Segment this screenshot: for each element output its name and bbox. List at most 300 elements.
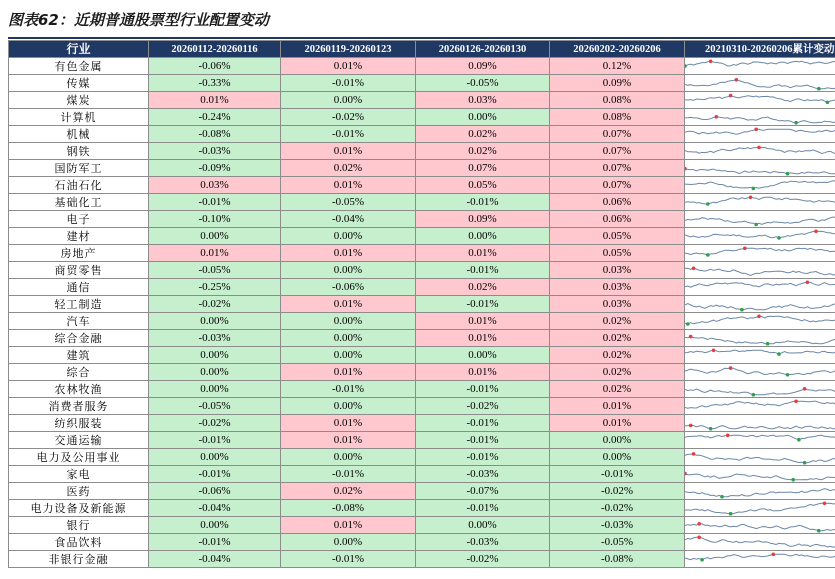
change-cell: -0.01% [416,194,550,211]
industry-name: 银行 [9,517,149,534]
table-header-row [9,41,835,58]
change-cell: 0.00% [416,109,550,126]
sparkline-path [685,231,835,238]
sparkline-low-marker [752,186,756,190]
industry-name: 石油石化 [9,177,149,194]
change-cell: 0.01% [281,364,416,381]
sparkline-svg [685,110,835,125]
change-cell: 0.03% [416,92,550,109]
change-cell: 0.01% [281,517,416,534]
industry-name: 电力及公用事业 [9,449,149,466]
table-row [9,58,835,75]
sparkline-low-marker [786,373,790,377]
sparkline-svg [685,212,835,227]
sparkline-high-marker [726,433,730,437]
change-cell: -0.01% [416,500,550,517]
industry-name: 非银行金融 [9,551,149,568]
table-row [9,92,835,109]
change-cell: -0.10% [149,211,281,228]
cumulative-sparkline [685,432,835,449]
change-cell: 0.01% [550,398,685,415]
change-cell: -0.04% [149,500,281,517]
change-cell: 0.02% [416,126,550,143]
change-cell: 0.00% [281,534,416,551]
change-cell: -0.01% [416,415,550,432]
figure-title: 图表62：近期普通股票型行业配置变动 [8,11,269,29]
industry-name: 建材 [9,228,149,245]
sparkline-low-marker [729,511,733,515]
sparkline-path [685,129,835,134]
sparkline-path [685,350,835,354]
table-row [9,330,835,347]
change-cell: 0.02% [281,160,416,177]
cumulative-sparkline [685,279,835,296]
change-cell: 0.03% [550,296,685,313]
change-cell: 0.00% [416,347,550,364]
change-cell: 0.01% [281,245,416,262]
cumulative-sparkline [685,449,835,466]
cumulative-sparkline [685,381,835,398]
cumulative-sparkline [685,211,835,228]
industry-name: 煤炭 [9,92,149,109]
table-row [9,296,835,313]
change-cell: 0.01% [149,92,281,109]
cumulative-sparkline [685,75,835,92]
change-cell: -0.07% [416,483,550,500]
sparkline-high-marker [685,471,687,475]
sparkline-svg [685,552,835,567]
sparkline-path [685,302,835,309]
change-cell: 0.07% [550,126,685,143]
change-cell: 0.00% [281,262,416,279]
sparkline-svg [685,535,835,550]
change-cell: -0.03% [550,517,685,534]
sparkline-path [685,388,835,394]
cumulative-sparkline [685,364,835,381]
sparkline-low-marker [777,236,781,240]
cumulative-sparkline [685,398,835,415]
sparkline-path [685,537,835,547]
change-cell: -0.01% [416,432,550,449]
cumulative-sparkline [685,347,835,364]
industry-name: 计算机 [9,109,149,126]
change-cell: -0.05% [416,75,550,92]
industry-name: 国防军工 [9,160,149,177]
sparkline-path [685,473,835,479]
cumulative-sparkline [685,245,835,262]
industry-name: 有色金属 [9,58,149,75]
change-cell: -0.05% [149,398,281,415]
sparkline-high-marker [754,127,758,131]
change-cell: -0.25% [149,279,281,296]
industry-name: 钢铁 [9,143,149,160]
change-cell: -0.24% [149,109,281,126]
change-cell: 0.00% [281,330,416,347]
sparkline-low-marker [766,341,770,345]
table-row [9,262,835,279]
industry-name: 汽车 [9,313,149,330]
sparkline-low-marker [791,477,795,481]
change-cell: 0.02% [550,313,685,330]
sparkline-path [685,503,835,513]
sparkline-svg [685,59,835,74]
change-cell: -0.06% [149,58,281,75]
sparkline-svg [685,127,835,142]
cumulative-sparkline [685,126,835,143]
change-cell: -0.08% [281,500,416,517]
change-cell: -0.01% [416,262,550,279]
sparkline-low-marker [786,171,790,175]
sparkline-high-marker [715,115,719,119]
change-cell: 0.08% [550,109,685,126]
sparkline-high-marker [729,93,733,97]
header-cumulative: 20210310-20260206累计变动 [685,41,835,58]
change-cell: 0.02% [550,347,685,364]
table-row [9,381,835,398]
change-cell: 0.00% [149,381,281,398]
change-cell: 0.00% [281,228,416,245]
industry-name: 商贸零售 [9,262,149,279]
change-cell: 0.05% [416,177,550,194]
sparkline-path [685,214,835,224]
change-cell: -0.05% [149,262,281,279]
change-cell: 0.07% [416,160,550,177]
change-cell: 0.00% [149,228,281,245]
sparkline-low-marker [817,528,821,532]
sparkline-path [685,368,835,375]
sparkline-low-marker [817,86,821,90]
cumulative-sparkline [685,483,835,500]
change-cell: 0.12% [550,58,685,75]
sparkline-high-marker [689,423,693,427]
industry-name: 综合金融 [9,330,149,347]
sparkline-high-marker [757,314,761,318]
sparkline-svg [685,195,835,210]
sparkline-high-marker [814,229,818,233]
change-cell: -0.01% [149,534,281,551]
cumulative-sparkline [685,228,835,245]
change-cell: 0.03% [550,262,685,279]
change-cell: -0.04% [149,551,281,568]
sparkline-high-marker [712,348,716,352]
table-row [9,449,835,466]
cumulative-sparkline [685,143,835,160]
change-cell: 0.01% [550,415,685,432]
change-cell: -0.01% [281,466,416,483]
change-cell: 0.00% [281,449,416,466]
sparkline-svg [685,348,835,363]
header-week-2: 20260119-20260123 [281,41,416,58]
table-row [9,228,835,245]
sparkline-high-marker [697,522,701,526]
sparkline-path [685,95,835,102]
industry-name: 消费者服务 [9,398,149,415]
industry-name: 电子 [9,211,149,228]
change-cell: 0.02% [550,381,685,398]
change-cell: 0.02% [550,364,685,381]
sparkline-high-marker [823,501,827,505]
sparkline-path [685,79,835,88]
change-cell: -0.08% [149,126,281,143]
sparkline-path [685,425,835,428]
sparkline-high-marker [689,334,693,338]
sparkline-high-marker [709,59,713,63]
sparkline-path [685,180,835,188]
cumulative-sparkline [685,415,835,432]
change-cell: 0.01% [281,432,416,449]
table-row [9,466,835,483]
change-cell: 0.00% [149,313,281,330]
sparkline-low-marker [794,120,798,124]
sparkline-svg [685,76,835,91]
sparkline-svg [685,433,835,448]
change-cell: -0.01% [281,381,416,398]
sparkline-low-marker [706,253,710,257]
change-cell: 0.00% [149,347,281,364]
change-cell: 0.01% [281,296,416,313]
sparkline-svg [685,314,835,329]
sparkline-low-marker [720,494,724,498]
sparkline-path [685,282,835,289]
sparkline-svg [685,501,835,516]
cumulative-sparkline [685,109,835,126]
sparkline-path [685,168,835,173]
header-week-4: 20260202-20260206 [550,41,685,58]
sparkline-svg [685,416,835,431]
change-cell: 0.00% [149,517,281,534]
change-cell: 0.03% [149,177,281,194]
change-cell: -0.01% [149,466,281,483]
sparkline-low-marker [686,322,690,326]
sparkline-svg [685,399,835,414]
sparkline-low-marker [777,352,781,356]
change-cell: 0.00% [149,364,281,381]
change-cell: -0.33% [149,75,281,92]
change-cell: 0.00% [281,398,416,415]
change-cell: -0.01% [281,126,416,143]
table-row [9,177,835,194]
change-cell: 0.00% [281,347,416,364]
sparkline-svg [685,297,835,312]
change-cell: -0.02% [416,398,550,415]
change-cell: -0.05% [281,194,416,211]
change-cell: -0.02% [149,415,281,432]
industry-name: 基础化工 [9,194,149,211]
change-cell: -0.02% [281,109,416,126]
sparkline-path [685,554,835,560]
change-cell: -0.05% [550,534,685,551]
table-row [9,432,835,449]
sparkline-low-marker [754,222,758,226]
industry-name: 医药 [9,483,149,500]
table-row [9,347,835,364]
change-cell: 0.00% [281,313,416,330]
sparkline-low-marker [700,558,704,562]
change-cell: 0.09% [416,211,550,228]
change-cell: -0.01% [550,466,685,483]
sparkline-svg [685,467,835,482]
sparkline-low-marker [826,100,830,104]
industry-name: 机械 [9,126,149,143]
table-row [9,245,835,262]
change-cell: -0.01% [416,449,550,466]
sparkline-high-marker [692,452,696,456]
change-cell: 0.02% [416,143,550,160]
cumulative-sparkline [685,466,835,483]
table-row [9,313,835,330]
sparkline-path [685,401,835,408]
change-cell: 0.01% [281,143,416,160]
change-cell: 0.01% [281,415,416,432]
sparkline-path [685,336,835,343]
header-week-3: 20260126-20260130 [416,41,550,58]
sparkline-svg [685,331,835,346]
change-cell: 0.00% [550,449,685,466]
table-row [9,534,835,551]
sparkline-high-marker [772,552,776,556]
sparkline-low-marker [740,307,744,311]
industry-name: 通信 [9,279,149,296]
change-cell: 0.02% [416,279,550,296]
change-cell: 0.01% [416,313,550,330]
industry-name: 交通运输 [9,432,149,449]
change-cell: -0.03% [416,466,550,483]
cumulative-sparkline [685,177,835,194]
change-cell: -0.01% [281,551,416,568]
change-cell: -0.03% [416,534,550,551]
change-cell: 0.01% [281,177,416,194]
change-cell: -0.01% [416,296,550,313]
change-cell: 0.07% [550,177,685,194]
table-row [9,483,835,500]
industry-name: 纺织服装 [9,415,149,432]
sparkline-svg [685,382,835,397]
change-cell: 0.05% [550,245,685,262]
table-row [9,75,835,92]
industry-allocation-table [8,40,835,568]
sparkline-svg [685,518,835,533]
cumulative-sparkline [685,330,835,347]
sparkline-svg [685,365,835,380]
sparkline-low-marker [803,460,807,464]
table-row [9,194,835,211]
cumulative-sparkline [685,194,835,211]
table-row [9,364,835,381]
change-cell: 0.01% [281,58,416,75]
sparkline-path [685,116,835,122]
change-cell: -0.03% [149,143,281,160]
sparkline-svg [685,450,835,465]
cumulative-sparkline [685,296,835,313]
industry-name: 传媒 [9,75,149,92]
table-row [9,517,835,534]
industry-name: 农林牧渔 [9,381,149,398]
cumulative-sparkline [685,551,835,568]
table-row [9,551,835,568]
change-cell: 0.07% [550,160,685,177]
change-cell: 0.03% [550,279,685,296]
industry-name: 食品饮料 [9,534,149,551]
sparkline-path [685,61,835,66]
title-rule [8,37,835,39]
change-cell: -0.06% [281,279,416,296]
cumulative-sparkline [685,92,835,109]
change-cell: 0.01% [149,245,281,262]
table-body [9,58,835,568]
change-cell: 0.02% [550,330,685,347]
change-cell: -0.02% [416,551,550,568]
sparkline-high-marker [743,246,747,250]
table-row [9,211,835,228]
sparkline-path [685,268,835,275]
sparkline-high-marker [685,166,687,170]
table-row [9,500,835,517]
sparkline-low-marker [752,392,756,396]
table-row [9,143,835,160]
change-cell: 0.05% [550,228,685,245]
change-cell: 0.08% [550,92,685,109]
change-cell: 0.00% [281,92,416,109]
industry-name: 轻工制造 [9,296,149,313]
sparkline-high-marker [757,145,761,149]
industry-name: 建筑 [9,347,149,364]
industry-name: 家电 [9,466,149,483]
change-cell: 0.06% [550,211,685,228]
header-week-1: 20260112-20260116 [149,41,281,58]
change-cell: -0.06% [149,483,281,500]
table-row [9,398,835,415]
change-cell: -0.01% [149,194,281,211]
change-cell: 0.07% [550,143,685,160]
change-cell: -0.01% [149,432,281,449]
sparkline-svg [685,161,835,176]
sparkline-high-marker [794,399,798,403]
cumulative-sparkline [685,534,835,551]
change-cell: -0.01% [416,381,550,398]
change-cell: -0.02% [149,296,281,313]
change-cell: 0.09% [416,58,550,75]
table-row [9,109,835,126]
sparkline-high-marker [806,280,810,284]
sparkline-high-marker [729,366,733,370]
table-row [9,126,835,143]
cumulative-sparkline [685,313,835,330]
sparkline-svg [685,246,835,261]
sparkline-svg [685,263,835,278]
change-cell: -0.01% [281,75,416,92]
industry-name: 电力设备及新能源 [9,500,149,517]
sparkline-high-marker [749,195,753,199]
table-row [9,160,835,177]
industry-name: 综合 [9,364,149,381]
change-cell: -0.09% [149,160,281,177]
change-cell: 0.06% [550,194,685,211]
change-cell: -0.08% [550,551,685,568]
change-cell: 0.01% [416,245,550,262]
sparkline-svg [685,484,835,499]
sparkline-svg [685,178,835,193]
change-cell: 0.01% [416,364,550,381]
sparkline-low-marker [709,426,713,430]
sparkline-high-marker [697,535,701,539]
change-cell: 0.00% [149,449,281,466]
sparkline-path [685,453,835,462]
change-cell: -0.04% [281,211,416,228]
sparkline-high-marker [735,78,739,82]
change-cell: 0.00% [550,432,685,449]
cumulative-sparkline [685,517,835,534]
change-cell: -0.03% [149,330,281,347]
